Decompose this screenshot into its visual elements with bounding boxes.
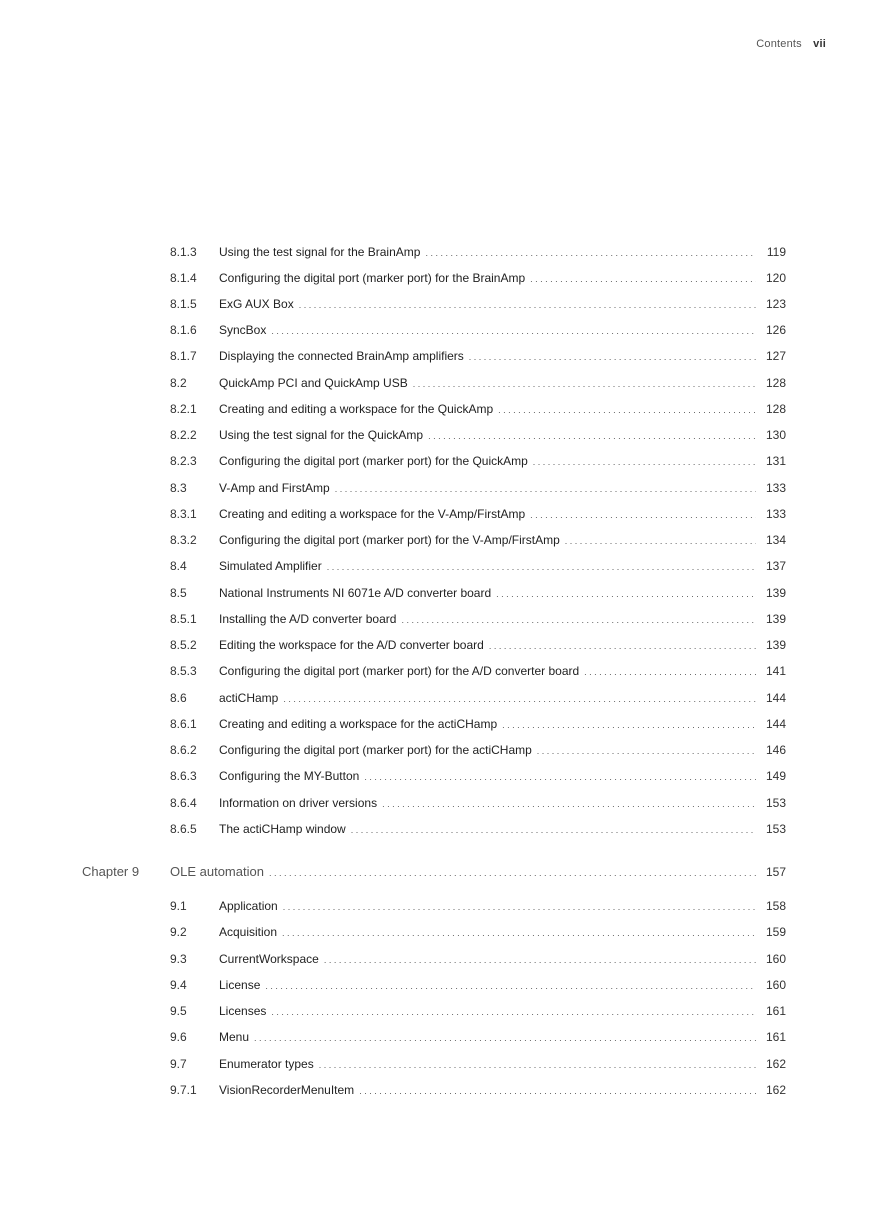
toc-entry[interactable] xyxy=(170,322,786,338)
toc-entry-title: VisionRecorderMenuItem xyxy=(219,1083,355,1097)
toc-entry-number: 8.1.3 xyxy=(170,245,197,259)
toc-entry[interactable] xyxy=(170,1082,786,1098)
dot-leader xyxy=(335,481,756,497)
toc-entry-page: 160 xyxy=(765,952,786,966)
toc-entry-page: 162 xyxy=(765,1057,786,1071)
dot-leader xyxy=(530,507,756,523)
dot-leader xyxy=(533,454,756,470)
toc-entry-number: 8.1.4 xyxy=(170,271,197,285)
dot-leader xyxy=(283,899,756,915)
dot-leader xyxy=(489,638,756,654)
toc-entry-page: 120 xyxy=(765,271,786,285)
dot-leader xyxy=(364,769,756,785)
toc-entry-title: Installing the A/D converter board xyxy=(219,612,397,626)
toc-entry-title: V-Amp and FirstAmp xyxy=(219,481,330,495)
toc-entry[interactable] xyxy=(170,716,786,732)
toc-entry-title: SyncBox xyxy=(219,323,267,337)
toc-entry-title: Information on driver versions xyxy=(219,796,378,810)
toc-entry-page: 130 xyxy=(765,428,786,442)
toc-entry-page: 126 xyxy=(765,323,786,337)
toc-entry[interactable] xyxy=(170,1003,786,1019)
toc-entry-page: 131 xyxy=(765,454,786,468)
toc-entry[interactable] xyxy=(170,637,786,653)
toc-entry-number: 9.3 xyxy=(170,952,187,966)
dot-leader xyxy=(425,245,756,261)
toc-entry-number: 8.5.3 xyxy=(170,664,197,678)
toc-entry-page: 139 xyxy=(765,612,786,626)
toc-entry[interactable] xyxy=(170,348,786,364)
dot-leader xyxy=(498,402,756,418)
toc-entry-title: CurrentWorkspace xyxy=(219,952,319,966)
dot-leader xyxy=(537,743,756,759)
toc-entry-page: 146 xyxy=(765,743,786,757)
dot-leader xyxy=(271,1004,756,1020)
toc-entry[interactable] xyxy=(170,558,786,574)
toc-entry-number: 8.5.1 xyxy=(170,612,197,626)
dot-leader xyxy=(469,349,756,365)
running-head-section: Contents xyxy=(756,38,802,50)
toc-entry-number: 9.6 xyxy=(170,1030,187,1044)
toc-entry-page: 159 xyxy=(765,925,786,939)
toc-entry-title: Configuring the digital port (marker port) for the QuickAmp xyxy=(219,454,528,468)
toc-entry-title: ExG AUX Box xyxy=(219,297,294,311)
toc-entry-number: 8.6.2 xyxy=(170,743,197,757)
toc-entry[interactable] xyxy=(170,663,786,679)
toc-entry-page: 134 xyxy=(765,533,786,547)
dot-leader xyxy=(401,612,756,628)
toc-entry[interactable] xyxy=(170,480,786,496)
toc-entry-title: License xyxy=(219,978,261,992)
running-head-page-number: vii xyxy=(813,38,826,50)
toc-entry-page: 127 xyxy=(765,349,786,363)
toc-entry-page: 133 xyxy=(765,481,786,495)
dot-leader xyxy=(299,297,756,313)
toc-entry[interactable] xyxy=(170,506,786,522)
dot-leader xyxy=(359,1083,756,1099)
toc-entry[interactable] xyxy=(170,768,786,784)
dot-leader xyxy=(496,586,756,602)
dot-leader xyxy=(254,1030,756,1046)
toc-entry-number: 8.3 xyxy=(170,481,187,495)
toc-entry[interactable] xyxy=(170,427,786,443)
toc-entry-title: Enumerator types xyxy=(219,1057,314,1071)
toc-entry-title: Creating and editing a workspace for the QuickAmp xyxy=(219,402,494,416)
dot-leader xyxy=(502,717,756,733)
toc-entry-number: 8.1.6 xyxy=(170,323,197,337)
toc-entry-page: 133 xyxy=(765,507,786,521)
dot-leader xyxy=(565,533,756,549)
toc-entry[interactable] xyxy=(170,690,786,706)
toc-entry-number: 8.6.3 xyxy=(170,769,197,783)
toc-entry-page: 144 xyxy=(765,717,786,731)
toc-entry-title: QuickAmp PCI and QuickAmp USB xyxy=(219,376,408,390)
chapter-label: Chapter 9 xyxy=(82,864,140,879)
toc-entry-title: Configuring the digital port (marker port) for the BrainAmp xyxy=(219,271,526,285)
dot-leader xyxy=(327,559,756,575)
toc-entry-page: 158 xyxy=(765,899,786,913)
toc-entry-title: Configuring the digital port (marker port) for the actiCHamp xyxy=(219,743,532,757)
toc-entry-page: 141 xyxy=(765,664,786,678)
toc-entry-page: 144 xyxy=(765,691,786,705)
dot-leader xyxy=(271,323,756,339)
dot-leader xyxy=(351,822,756,838)
toc-entry[interactable] xyxy=(170,795,786,811)
toc-entry-title: Displaying the connected BrainAmp amplifiers xyxy=(219,349,464,363)
toc-entry-page: 128 xyxy=(765,376,786,390)
toc-entry[interactable] xyxy=(170,585,786,601)
toc-entry[interactable] xyxy=(170,532,786,548)
toc-entry-title: National Instruments NI 6071e A/D converter board xyxy=(219,586,492,600)
toc-entry-page: 162 xyxy=(765,1083,786,1097)
toc-entry-number: 8.4 xyxy=(170,559,187,573)
toc-entry-number: 8.1.5 xyxy=(170,297,197,311)
toc-entry-page: 139 xyxy=(765,586,786,600)
toc-entry-number: 8.2 xyxy=(170,376,187,390)
toc-entry-page: 149 xyxy=(765,769,786,783)
toc-entry[interactable] xyxy=(170,611,786,627)
toc-entry-number: 8.6 xyxy=(170,691,187,705)
dot-leader xyxy=(413,376,756,392)
dot-leader xyxy=(382,796,756,812)
toc-entry-title: Creating and editing a workspace for the V-Amp/FirstAmp xyxy=(219,507,526,521)
toc-entry-title: actiCHamp xyxy=(219,691,279,705)
toc-entry-title: Configuring the digital port (marker port) for the A/D converter board xyxy=(219,664,580,678)
dot-leader xyxy=(265,978,756,994)
dot-leader xyxy=(319,1057,756,1073)
toc-entry[interactable] xyxy=(170,742,786,758)
toc-entry-title: Configuring the digital port (marker port) for the V-Amp/FirstAmp xyxy=(219,533,560,547)
toc-entry[interactable] xyxy=(170,296,786,312)
toc-entry-number: 9.5 xyxy=(170,1004,187,1018)
toc-entry-number: 8.1.7 xyxy=(170,349,197,363)
toc-entry-number: 8.3.1 xyxy=(170,507,197,521)
toc-chapter-entry[interactable] xyxy=(82,863,786,881)
toc-entry[interactable] xyxy=(170,898,786,914)
toc-entry-title: Acquisition xyxy=(219,925,278,939)
dot-leader xyxy=(282,925,756,941)
dot-leader xyxy=(283,691,756,707)
toc-entry[interactable] xyxy=(170,924,786,940)
toc-entry-page: 139 xyxy=(765,638,786,652)
running-head xyxy=(756,38,826,50)
toc-entry-number: 9.7.1 xyxy=(170,1083,197,1097)
dot-leader xyxy=(584,664,756,680)
toc-entry[interactable] xyxy=(170,244,786,260)
dot-leader xyxy=(324,952,756,968)
toc-entry[interactable] xyxy=(170,1029,786,1045)
dot-leader xyxy=(269,864,756,882)
toc-entry-number: 8.5 xyxy=(170,586,187,600)
toc-entry-title: Simulated Amplifier xyxy=(219,559,322,573)
toc-entry[interactable] xyxy=(170,1056,786,1072)
toc-entry-title: Creating and editing a workspace for the actiCHamp xyxy=(219,717,498,731)
toc-entry-number: 8.2.1 xyxy=(170,402,197,416)
toc-entry-title: Application xyxy=(219,899,278,913)
toc-entry-title: The actiCHamp window xyxy=(219,822,346,836)
toc-entry-number: 8.6.5 xyxy=(170,822,197,836)
toc-entry-title: Editing the workspace for the A/D converter board xyxy=(219,638,484,652)
toc-entry-number: 9.2 xyxy=(170,925,187,939)
toc-entry-page: 137 xyxy=(765,559,786,573)
toc-entry-number: 9.4 xyxy=(170,978,187,992)
toc-entry-title: Licenses xyxy=(219,1004,267,1018)
toc-entry-number: 8.2.3 xyxy=(170,454,197,468)
toc-entry-page: 119 xyxy=(766,245,786,259)
toc-entry[interactable] xyxy=(170,977,786,993)
toc-entry-page: 153 xyxy=(765,822,786,836)
toc-entry-title: Using the test signal for the QuickAmp xyxy=(219,428,424,442)
toc-entry-page: 153 xyxy=(765,796,786,810)
toc-entry-number: 8.6.1 xyxy=(170,717,197,731)
toc-entry-page: 123 xyxy=(765,297,786,311)
toc-entry[interactable] xyxy=(170,401,786,417)
toc-entry-page: 160 xyxy=(765,978,786,992)
toc-entry-page: 128 xyxy=(765,402,786,416)
chapter-title: OLE automation xyxy=(170,864,264,879)
toc-entry-number: 8.3.2 xyxy=(170,533,197,547)
toc-entry[interactable] xyxy=(170,951,786,967)
toc-entry[interactable] xyxy=(170,453,786,469)
toc-entry-title: Using the test signal for the BrainAmp xyxy=(219,245,421,259)
toc-entry-number: 9.1 xyxy=(170,899,187,913)
dot-leader xyxy=(428,428,756,444)
dot-leader xyxy=(530,271,756,287)
toc-entry-page: 161 xyxy=(765,1004,786,1018)
toc-entry-title: Configuring the MY-Button xyxy=(219,769,360,783)
toc-entry[interactable] xyxy=(170,375,786,391)
toc-entry-number: 8.2.2 xyxy=(170,428,197,442)
toc-entry-number: 8.6.4 xyxy=(170,796,197,810)
toc-entry-title: Menu xyxy=(219,1030,250,1044)
toc-entry-page: 161 xyxy=(765,1030,786,1044)
toc-entry[interactable] xyxy=(170,821,786,837)
toc-entry[interactable] xyxy=(170,270,786,286)
toc-entry-number: 9.7 xyxy=(170,1057,187,1071)
toc-entry-number: 8.5.2 xyxy=(170,638,197,652)
chapter-page: 157 xyxy=(765,865,786,879)
